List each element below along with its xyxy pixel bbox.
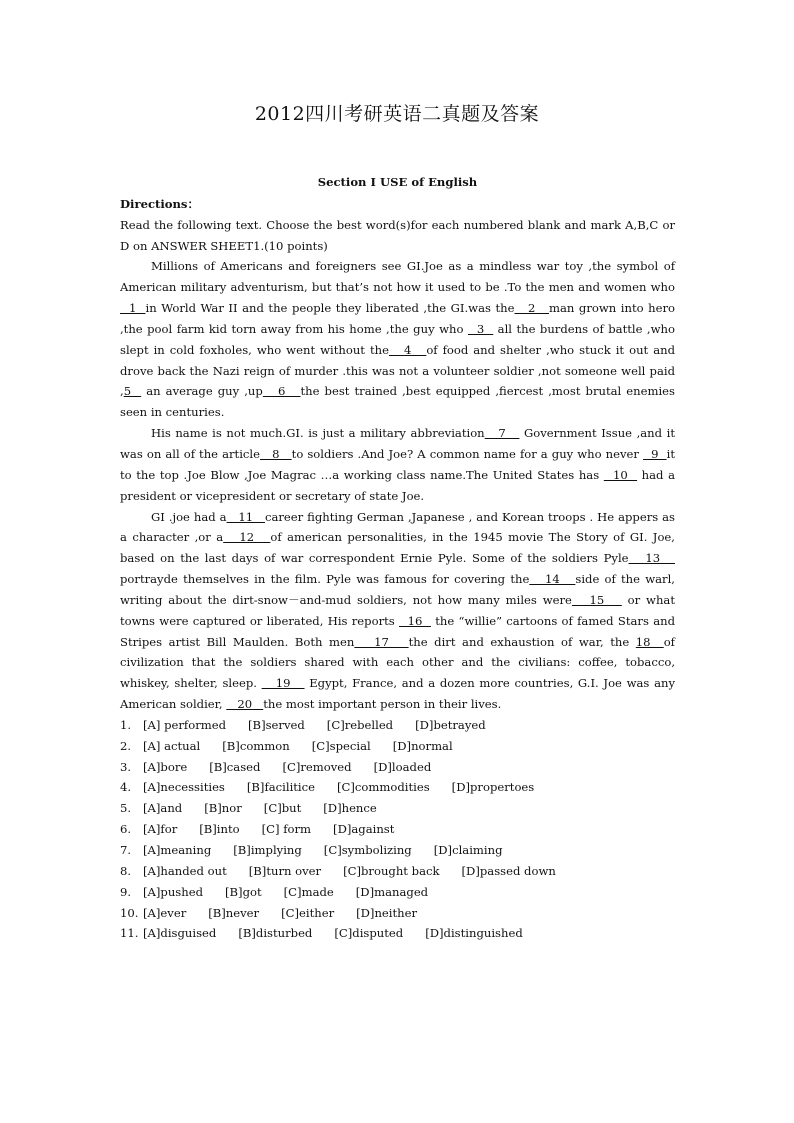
passage-paragraph-3 — [120, 507, 675, 715]
option-a: [A]pushed — [143, 884, 204, 899]
option-a: [A]and — [143, 801, 183, 816]
passage-text: career fighting German ,Japanese , and Korean troops . He appers as a character ,or a — [120, 509, 676, 545]
question-item — [120, 840, 675, 861]
blank-8: 8 — [259, 446, 292, 461]
option-d: [D]managed — [355, 884, 429, 899]
passage-text: portrayde themselves in the film. Pyle was famous for covering the — [120, 572, 530, 587]
option-c: [C]removed — [282, 759, 352, 774]
option-d: [D]against — [333, 822, 395, 837]
option-c: [C]either — [281, 905, 335, 920]
option-c: [C]rebelled — [326, 717, 394, 732]
question-number: 3. — [120, 759, 132, 774]
question-item — [120, 777, 675, 798]
option-a: [A]ever — [143, 905, 187, 920]
blank-15: 15 — [571, 592, 622, 607]
option-b: [B]implying — [233, 843, 302, 857]
option-a: [A]for — [143, 822, 178, 837]
passage-text: in World War II and the people they liberated ,the GI.was the — [145, 301, 515, 316]
passage-text: had a president or vicepresident or secretary of state Joe. — [120, 467, 676, 503]
passage-text: GI .joe had a — [151, 509, 227, 524]
question-number: 4. — [120, 780, 132, 795]
blank-7: 7 — [484, 426, 520, 441]
option-c: [C]commodities — [337, 780, 430, 795]
blank-10: 10 — [603, 467, 638, 482]
option-d: [D]propertoes — [451, 780, 535, 795]
passage-text: the dirt and exhaustion of war, the — [408, 634, 636, 649]
question-number: 6. — [120, 822, 132, 837]
blank-11: 11 — [226, 509, 265, 524]
passage-text: or what towns were captured or liberated, His reports — [120, 592, 675, 628]
option-a: [A]handed out — [143, 863, 227, 878]
option-c: [C]symbolizing — [323, 843, 412, 857]
question-number: 9. — [120, 884, 132, 899]
option-d: [D]loaded — [373, 759, 432, 774]
blank-6: 6 — [262, 384, 301, 399]
question-item — [120, 798, 675, 819]
blank-3: 3 — [467, 321, 494, 336]
blank-1: 1 — [120, 301, 146, 316]
page-title: 2012四川考研英语二真题及答案 — [254, 103, 540, 125]
question-item — [120, 923, 675, 944]
instructions-text: Read the following text. Choose the best word(s)for each numbered blank and mark A,B,C or D on ANSWER SHEET1.(10 points) — [120, 217, 675, 253]
option-c: [C]made — [283, 884, 334, 899]
passage-text: it to the top .Joe Blow ,Joe Magrac …a working class name.The United States has — [120, 446, 675, 482]
question-number: 1. — [120, 717, 132, 732]
option-a: [A]bore — [143, 759, 188, 774]
question-number: 7. — [120, 843, 132, 857]
option-d: [D]normal — [392, 738, 453, 753]
passage-text: to soldiers .And Joe? A common name for a guy who never — [291, 446, 644, 461]
passage-text: the “willie” cartoons of famed Stars and Stripes artist Bill Maulden. Both men — [120, 613, 675, 649]
passage-text: of food and shelter ,who stuck it out and drove back the Nazi reign of murder .this was not a volunteer soldier ,not someone well paid , — [120, 342, 675, 399]
passage-text: all the burdens of battle ,who slept in cold foxholes, who went without the — [120, 321, 675, 357]
option-d: [D]neither — [356, 905, 418, 920]
question-number: 8. — [120, 863, 132, 878]
option-b: [B]turn over — [248, 863, 322, 878]
blank-18: 18 — [635, 634, 664, 649]
option-b: [B]served — [248, 717, 305, 732]
blank-2: 2 — [514, 301, 550, 316]
option-a: [A]meaning — [143, 843, 212, 857]
passage-text: His name is not much.GI. is just a military abbreviation — [151, 426, 485, 441]
question-number: 11. — [120, 926, 139, 941]
passage-text: of civilization that the soldiers shared with each other and the civilians: coffee, tobacco, whiskey, shelter, sleep. — [120, 634, 675, 691]
option-c: [C]but — [263, 801, 302, 816]
question-number: 5. — [120, 801, 132, 816]
passage-text: Government Issue ,and it was on all of the article — [120, 426, 676, 461]
option-c: [C]brought back — [343, 863, 440, 878]
option-d: [D]claiming — [433, 843, 503, 857]
option-d: [D]passed down — [461, 863, 556, 878]
passage-text: man grown into hero ,the pool farm kid torn away from his home ,the guy who — [120, 301, 675, 336]
blank-13: 13 — [628, 551, 675, 566]
option-d: [D]betrayed — [415, 717, 486, 732]
question-item — [120, 757, 675, 778]
option-b: [B]nor — [204, 801, 242, 816]
blank-19: 19 — [261, 676, 305, 691]
passage-paragraph-1 — [120, 256, 675, 423]
option-c: [C] form — [261, 822, 312, 837]
question-number: 10. — [120, 905, 139, 920]
option-b: [B]cased — [209, 759, 261, 774]
passage-paragraph-2 — [120, 423, 675, 506]
question-number: 2. — [120, 738, 132, 753]
passage-text: the most important person in their lives. — [263, 697, 502, 712]
blank-12: 12 — [223, 530, 271, 545]
passage-text: Millions of Americans and foreigners see GI.Joe as a mindless war toy ,the symbol of American military adventurism, but that’s not how it used to be .To the men and women who — [120, 259, 675, 295]
passage-text: side of the warl, writing about the dirt-snow－and-mud soldiers, not how many miles were — [120, 572, 675, 607]
blank-5: 5 — [123, 384, 142, 399]
option-a: [A] performed — [143, 717, 227, 732]
option-b: [B]common — [222, 738, 290, 753]
question-list — [120, 715, 675, 944]
option-c: [C]disputed — [334, 926, 404, 941]
section-heading: Section I USE of English — [317, 175, 478, 189]
option-b: [B]facilitice — [246, 780, 315, 795]
question-item — [120, 736, 675, 757]
option-b: [B]into — [199, 822, 240, 837]
option-d: [D]hence — [323, 801, 377, 816]
option-a: [A]necessities — [143, 780, 225, 795]
option-b: [B]disturbed — [238, 926, 313, 941]
blank-20: 20 — [226, 697, 264, 712]
blank-17: 17 — [354, 634, 409, 649]
blank-16: 16 — [399, 613, 431, 628]
blank-14: 14 — [529, 572, 576, 587]
blank-9: 9 — [643, 446, 667, 461]
question-item — [120, 903, 675, 924]
option-d: [D]distinguished — [425, 926, 523, 941]
option-b: [B]got — [225, 884, 262, 899]
option-b: [B]never — [208, 905, 260, 920]
question-item — [120, 715, 675, 736]
document-body — [120, 172, 675, 944]
option-a: [A]disguised — [143, 926, 217, 941]
blank-4: 4 — [388, 342, 427, 357]
directions-label: Directions： — [120, 196, 200, 211]
question-item — [120, 861, 675, 882]
option-a: [A] actual — [143, 738, 201, 753]
passage-text: of american personalities, in the 1945 movie The Story of GI. Joe, based on the last days of war correspondent Ernie Pyle. Some of the soldiers Pyle — [120, 530, 675, 566]
question-item — [120, 819, 675, 840]
option-c: [C]special — [311, 738, 371, 753]
passage-text: an average guy ,up — [141, 384, 263, 399]
passage-text: the best trained ,best equipped ,fiercest ,most brutal enemies seen in centuries. — [120, 384, 675, 420]
passage-text: Egypt, France, and a dozen more countries, G.I. Joe was any American soldier, — [120, 676, 675, 712]
question-item — [120, 882, 675, 903]
